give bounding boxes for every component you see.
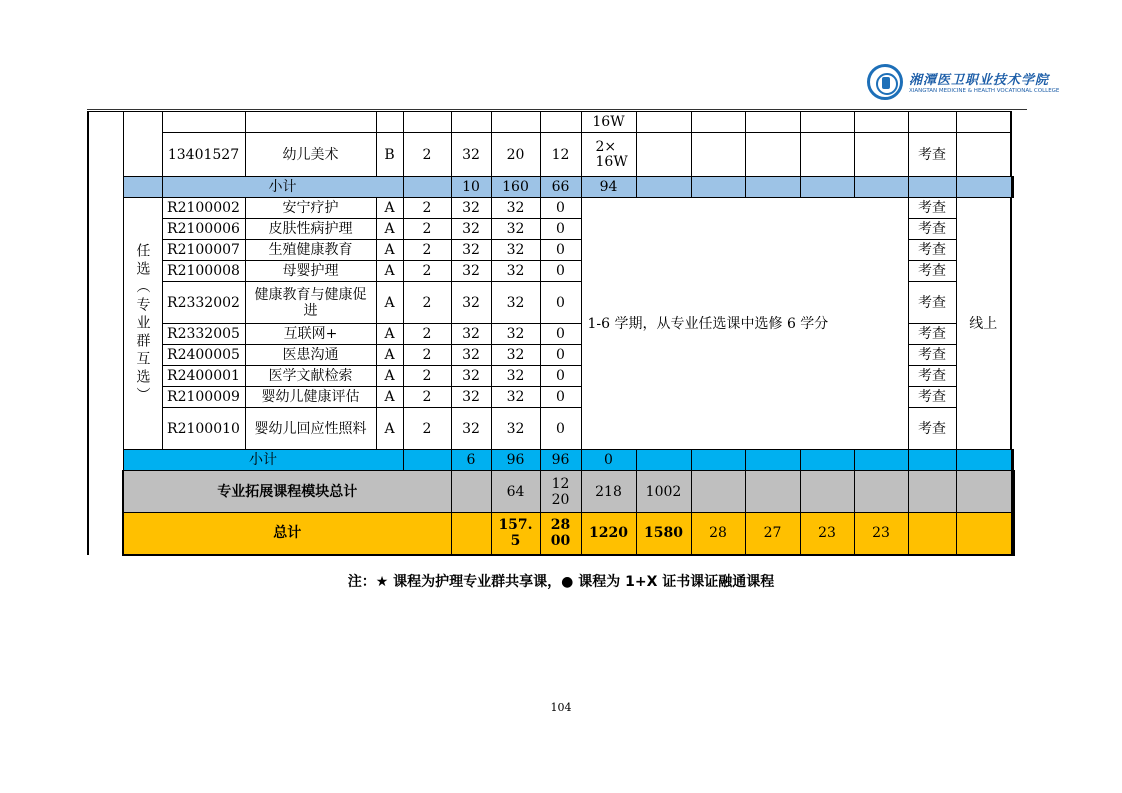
assessment: 考查 (908, 345, 956, 366)
assessment: 考查 (908, 133, 956, 177)
course-name: 医学文献检索 (245, 366, 376, 387)
theory-hours: 32 (491, 345, 540, 366)
total-hours: 32 (451, 408, 491, 450)
total-hours: 32 (451, 240, 491, 261)
curriculum-table (87, 111, 1015, 556)
logo-name-en: XIANGTAN MEDICINE & HEALTH VOCATIONAL COLLEGE (909, 88, 1060, 94)
subtotal-total: 96 (491, 450, 540, 471)
total-hours: 32 (451, 366, 491, 387)
theory-hours: 32 (491, 282, 540, 324)
course-code: R2100009 (162, 387, 245, 408)
subtotal-total: 160 (491, 177, 540, 198)
week-cell: 2× 16W (581, 133, 636, 177)
grand-total-hours: 2800 (540, 513, 581, 555)
total-hours: 32 (451, 324, 491, 345)
credit: 2 (403, 219, 451, 240)
theory-hours: 32 (491, 261, 540, 282)
grand-credit: 157.5 (491, 513, 540, 555)
credit: 2 (403, 240, 451, 261)
logo-name-cn: 湘潭医卫职业技术学院 (909, 73, 1050, 88)
course-name: 互联网+ (245, 324, 376, 345)
total-hours: 32 (451, 282, 491, 324)
subtotal-practice: 0 (581, 450, 636, 471)
course-type: A (376, 366, 403, 387)
course-name: 安宁疗护 (245, 198, 376, 219)
course-name: 生殖健康教育 (245, 240, 376, 261)
footnote: 注：★ 课程为护理专业群共享课，● 课程为 1+X 证书课证融通课程 (347, 574, 775, 590)
assessment: 考查 (908, 198, 956, 219)
module-total-label: 专业拓展课程模块总计 (123, 471, 451, 513)
header-rule (87, 109, 1027, 110)
theory-hours: 20 (491, 133, 540, 177)
semester-4: 23 (854, 513, 908, 555)
credit: 2 (403, 133, 451, 177)
total-hours: 32 (451, 198, 491, 219)
course-code: R2100006 (162, 219, 245, 240)
table-row (88, 112, 1014, 133)
course-name: 皮肤性病护理 (245, 219, 376, 240)
total-hours: 32 (451, 219, 491, 240)
practice-hours: 0 (540, 261, 581, 282)
course-type: A (376, 219, 403, 240)
credit: 2 (403, 408, 451, 450)
assessment: 考查 (908, 324, 956, 345)
assessment: 考查 (908, 240, 956, 261)
semester-1: 28 (691, 513, 745, 555)
left-margin-cell (88, 112, 123, 555)
course-code: R2100002 (162, 198, 245, 219)
theory-hours: 32 (491, 387, 540, 408)
subtotal-label: 小计 (123, 450, 403, 471)
course-type: A (376, 282, 403, 324)
subtotal-row (88, 450, 1014, 471)
module-credit: 64 (491, 471, 540, 513)
college-logo (867, 64, 1060, 104)
course-name: 婴幼儿健康评估 (245, 387, 376, 408)
theory-hours: 32 (491, 324, 540, 345)
table-row (88, 133, 1014, 177)
assessment: 考查 (908, 408, 956, 450)
grand-total-row (88, 513, 1014, 555)
course-name: 婴幼儿回应性照料 (245, 408, 376, 450)
course-name: 幼儿美术 (245, 133, 376, 177)
table-row (88, 198, 1014, 219)
course-code: R2400005 (162, 345, 245, 366)
page-number: 104 (550, 701, 572, 714)
course-type: A (376, 324, 403, 345)
course-code: R2332002 (162, 282, 245, 324)
subtotal-credit: 10 (451, 177, 491, 198)
theory-hours: 32 (491, 198, 540, 219)
module-practice: 1002 (636, 471, 691, 513)
course-type: A (376, 261, 403, 282)
course-type: A (376, 198, 403, 219)
elective-mode: 线上 (956, 198, 1011, 450)
grand-practice: 1580 (636, 513, 691, 555)
subtotal-practice: 94 (581, 177, 636, 198)
theory-hours: 32 (491, 366, 540, 387)
assessment: 考查 (908, 387, 956, 408)
module-total-row (88, 471, 1014, 513)
course-code: R2100007 (162, 240, 245, 261)
category-cell (123, 112, 162, 177)
course-type: A (376, 345, 403, 366)
total-hours: 32 (451, 345, 491, 366)
practice-hours: 0 (540, 408, 581, 450)
practice-hours: 0 (540, 240, 581, 261)
subtotal-theory: 66 (540, 177, 581, 198)
total-hours: 32 (451, 387, 491, 408)
course-type: B (376, 133, 403, 177)
credit: 2 (403, 366, 451, 387)
practice-hours: 12 (540, 133, 581, 177)
total-hours: 32 (451, 133, 491, 177)
module-total-hours: 1220 (540, 471, 581, 513)
credit: 2 (403, 387, 451, 408)
practice-hours: 0 (540, 324, 581, 345)
elective-note: 1-6 学期，从专业任选课中选修 6 学分 (581, 198, 908, 450)
theory-hours: 32 (491, 240, 540, 261)
practice-hours: 0 (540, 345, 581, 366)
subtotal-credit: 6 (451, 450, 491, 471)
assessment: 考查 (908, 219, 956, 240)
module-theory: 218 (581, 471, 636, 513)
week-cell: 16W (581, 112, 636, 133)
practice-hours: 0 (540, 387, 581, 408)
theory-hours: 32 (491, 408, 540, 450)
practice-hours: 0 (540, 366, 581, 387)
credit: 2 (403, 198, 451, 219)
assessment: 考查 (908, 366, 956, 387)
grand-total-label: 总计 (123, 513, 451, 555)
course-name: 母婴护理 (245, 261, 376, 282)
practice-hours: 0 (540, 219, 581, 240)
subtotal-label: 小计 (162, 177, 403, 198)
semester-3: 23 (800, 513, 854, 555)
semester-2: 27 (745, 513, 800, 555)
credit: 2 (403, 345, 451, 366)
course-name: 医患沟通 (245, 345, 376, 366)
course-type: A (376, 240, 403, 261)
course-name: 健康教育与健康促进 (245, 282, 376, 324)
credit: 2 (403, 261, 451, 282)
course-code: 13401527 (162, 133, 245, 177)
subtotal-row (88, 177, 1014, 198)
assessment: 考查 (908, 261, 956, 282)
theory-hours: 32 (491, 219, 540, 240)
grand-theory: 1220 (581, 513, 636, 555)
course-type: A (376, 408, 403, 450)
course-code: R2100010 (162, 408, 245, 450)
college-seal-icon (867, 64, 903, 100)
practice-hours: 0 (540, 282, 581, 324)
course-code: R2332005 (162, 324, 245, 345)
course-type: A (376, 387, 403, 408)
course-code: R2100008 (162, 261, 245, 282)
subtotal-theory: 96 (540, 450, 581, 471)
total-hours: 32 (451, 261, 491, 282)
elective-category: 任选（专业群互选） (123, 198, 162, 450)
credit: 2 (403, 324, 451, 345)
course-code: R2400001 (162, 366, 245, 387)
practice-hours: 0 (540, 198, 581, 219)
credit: 2 (403, 282, 451, 324)
assessment: 考查 (908, 282, 956, 324)
